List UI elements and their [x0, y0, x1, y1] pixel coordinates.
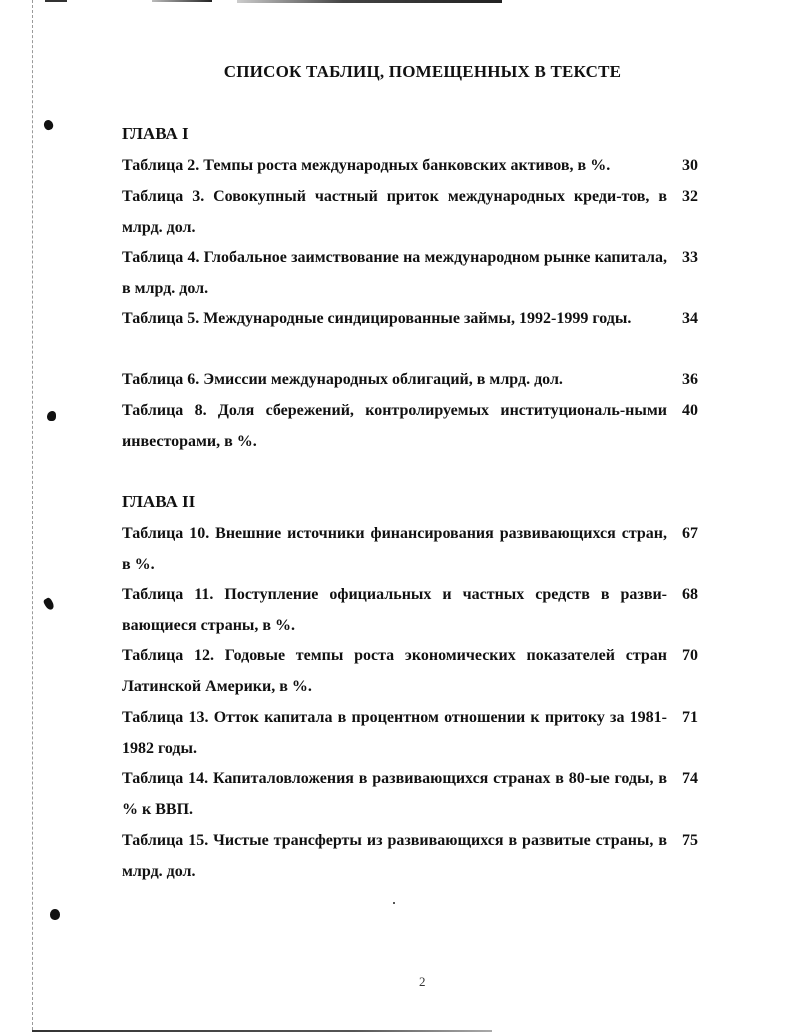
- punch-hole-mark: [50, 909, 60, 920]
- toc-entry-page: 40: [682, 402, 698, 419]
- toc-entry: [122, 640, 698, 702]
- toc-entry: [122, 825, 698, 887]
- punch-hole-mark: [47, 411, 56, 421]
- toc-entry: [122, 303, 698, 334]
- toc-entry-title: Таблица 8. Доля сбережений, контролируемых институциональ-ными инвесторами, в %.: [122, 402, 667, 450]
- page-number: 2: [419, 974, 426, 989]
- toc-entry-page: 32: [682, 188, 698, 205]
- toc-entry-title: Таблица 13. Отток капитала в процентном отношении к притоку за 1981-1982 годы.: [122, 709, 667, 757]
- toc-entry: [122, 518, 698, 580]
- toc-entry-title: Таблица 12. Годовые темпы роста экономических показателей стран Латинской Америки, в %.: [122, 647, 667, 695]
- toc-entry: [122, 181, 698, 243]
- toc-entry: [122, 364, 698, 395]
- toc-entry-title: Таблица 5. Международные синдицированные займы, 1992-1999 годы.: [122, 310, 632, 327]
- toc-entry-title: Таблица 4. Глобальное заимствование на международном рынке капитала, в млрд. дол.: [122, 249, 667, 297]
- toc-entry-page: 68: [682, 586, 698, 603]
- scan-page-edge-top: [237, 0, 502, 3]
- scan-speck: [393, 902, 395, 904]
- toc-entry-page: 74: [682, 770, 698, 787]
- toc-entry-title: Таблица 6. Эмиссии международных облигаций, в млрд. дол.: [122, 371, 563, 388]
- toc-entry-page: 34: [682, 310, 698, 327]
- toc-entry-page: 33: [682, 249, 698, 266]
- toc-entry-page: 67: [682, 525, 698, 542]
- scan-page-edge-top: [45, 0, 67, 2]
- toc-entry-page: 36: [682, 371, 698, 388]
- toc-entry: [122, 579, 698, 641]
- toc-entry-page: 70: [682, 647, 698, 664]
- toc-entry-title: Таблица 15. Чистые трансферты из развивающихся в развитые страны, в млрд. дол.: [122, 832, 667, 880]
- page-title: СПИСОК ТАБЛИЦ, ПОМЕЩЕННЫХ В ТЕКСТЕ: [223, 62, 622, 81]
- toc-entry-title: Таблица 10. Внешние источники финансирования развивающихся стран, в %.: [122, 525, 667, 573]
- toc-entry-title: Таблица 11. Поступление официальных и частных средств в разви-вающиеся страны, в %.: [122, 586, 667, 634]
- punch-hole-mark: [43, 597, 56, 611]
- scan-page-edge-top: [152, 0, 212, 2]
- chapter-heading: ГЛАВА II: [122, 492, 196, 511]
- toc-entry: [122, 242, 698, 304]
- toc-entry: [122, 763, 698, 825]
- scan-page-edge-bottom: [32, 1030, 492, 1032]
- toc-entry-title: Таблица 14. Капиталовложения в развивающихся странах в 80-ые годы, в % к ВВП.: [122, 770, 667, 818]
- toc-entry: [122, 150, 698, 181]
- chapter-heading: ГЛАВА I: [122, 124, 189, 143]
- toc-entry-page: 75: [682, 832, 698, 849]
- punch-hole-mark: [43, 119, 55, 131]
- toc-entry: [122, 702, 698, 764]
- toc-entry-page: 71: [682, 709, 698, 726]
- scan-page-edge-left: [32, 0, 33, 1030]
- toc-entry-page: 30: [682, 157, 698, 174]
- toc-entry-title: Таблица 2. Темпы роста международных банковских активов, в %.: [122, 157, 611, 174]
- toc-entry: [122, 395, 698, 457]
- toc-entry-title: Таблица 3. Совокупный частный приток международных креди-тов, в млрд. дол.: [122, 188, 667, 236]
